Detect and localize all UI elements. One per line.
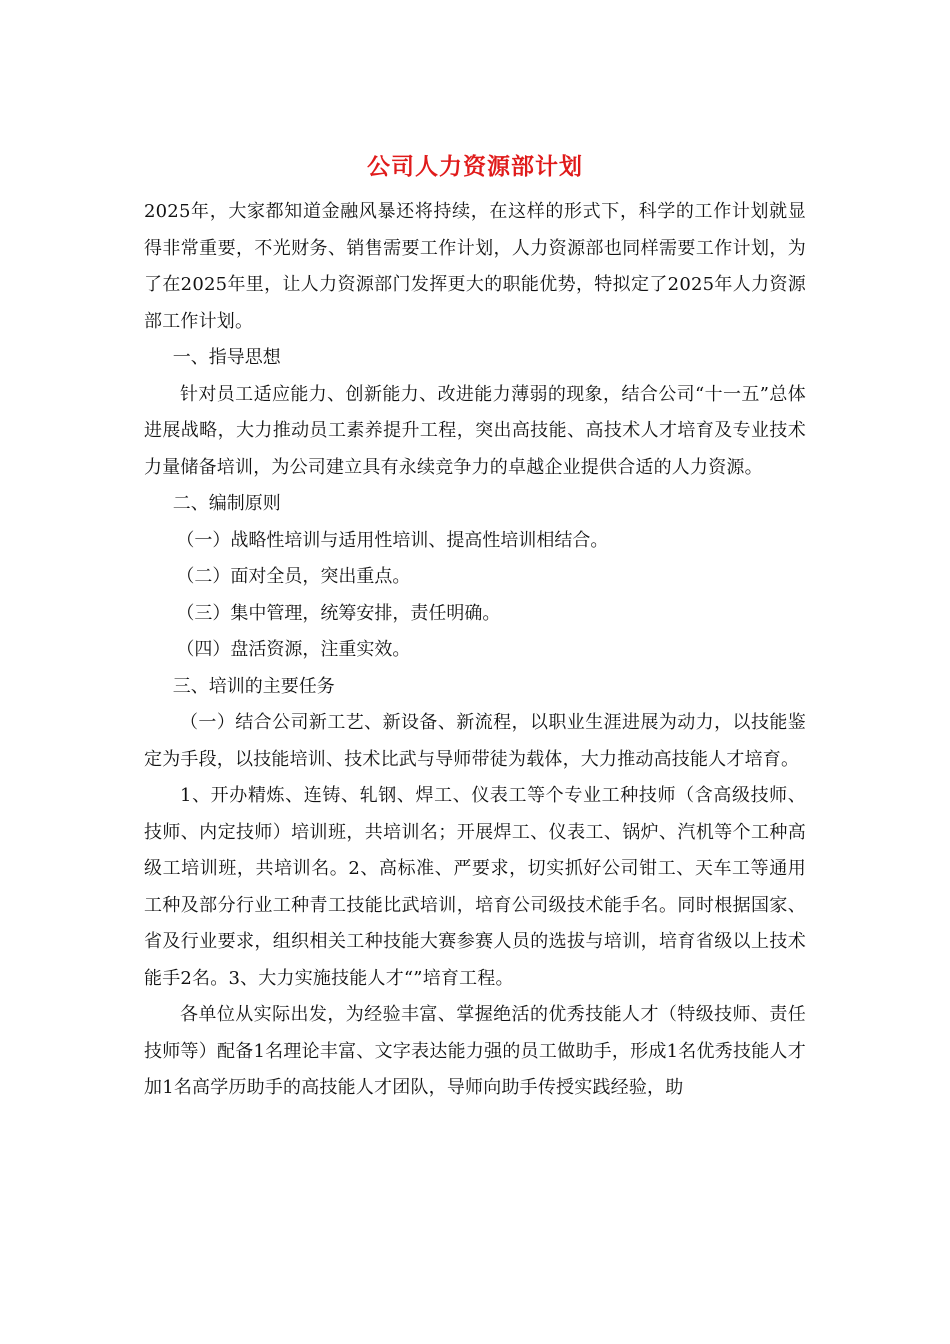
section-heading-principles: 二、编制原则: [172, 493, 281, 514]
principle-item: （三）集中管理，统筹安排，责任明确。: [176, 602, 501, 624]
principle-item: （一）战略性培训与适用性培训、提高性培训相结合。: [176, 529, 609, 551]
section-heading-guiding-ideology: 一、指导思想: [172, 347, 281, 368]
task-paragraph: 1、开办精炼、连铸、轧钢、焊工、仪表工等个专业工种技师（含高级技师、技师、内定技师）培训班，共培训名；开展焊工、仪表工、锅炉、汽机等个工种高级工培训班，共培训名。2、高标准、严要求，切实抓好公司钳工、天车工等通用工种及部分行业工种青工技能比武培训，培育公司级技术能手名。同时根据国家、省及行业要求，组织相关工种技能大赛参赛人员的选拔与培训，培育省级以上技术能手2名。3、大力实施技能人才“”培育工程。: [144, 785, 806, 989]
section-heading-main-tasks: 三、培训的主要任务: [172, 675, 335, 697]
task-paragraph: 各单位从实际出发，为经验丰富、掌握绝活的优秀技能人才（特级技师、责任技师等）配备1名理论丰富、文字表达能力强的员工做助手，形成1名优秀技能人才加1名高学历助手的高技能人才团队，导师向助手传授实践经验，助: [144, 1004, 806, 1098]
section-paragraph-guiding-ideology: 针对员工适应能力、创新能力、改进能力薄弱的现象，结合公司“十一五”总体进展战略，大力推动员工素养提升工程，突出高技能、高技术人才培育及专业技术力量储备培训，为公司建立具有永续竞争力的卓越企业提供合适的人力资源。: [144, 383, 806, 478]
principle-item: （四）盘活资源，注重实效。: [176, 639, 411, 660]
task-paragraph: （一）结合公司新工艺、新设备、新流程，以职业生涯进展为动力，以技能鉴定为手段，以技能培训、技术比武与导师带徒为载体，大力推动高技能人才培育。: [144, 712, 806, 770]
document-title: 公司人力资源部计划: [367, 153, 583, 180]
principle-item: （二）面对全员，突出重点。: [176, 566, 411, 587]
document-body: [144, 194, 806, 1107]
intro-paragraph: 2025年，大家都知道金融风暴还将持续，在这样的形式下，科学的工作计划就显得非常重要，不光财务、销售需要工作计划，人力资源部也同样需要工作计划，为了在2025年里，让人力资源部门发挥更大的职能优势，特拟定了2025年人力资源部工作计划。: [144, 201, 806, 332]
